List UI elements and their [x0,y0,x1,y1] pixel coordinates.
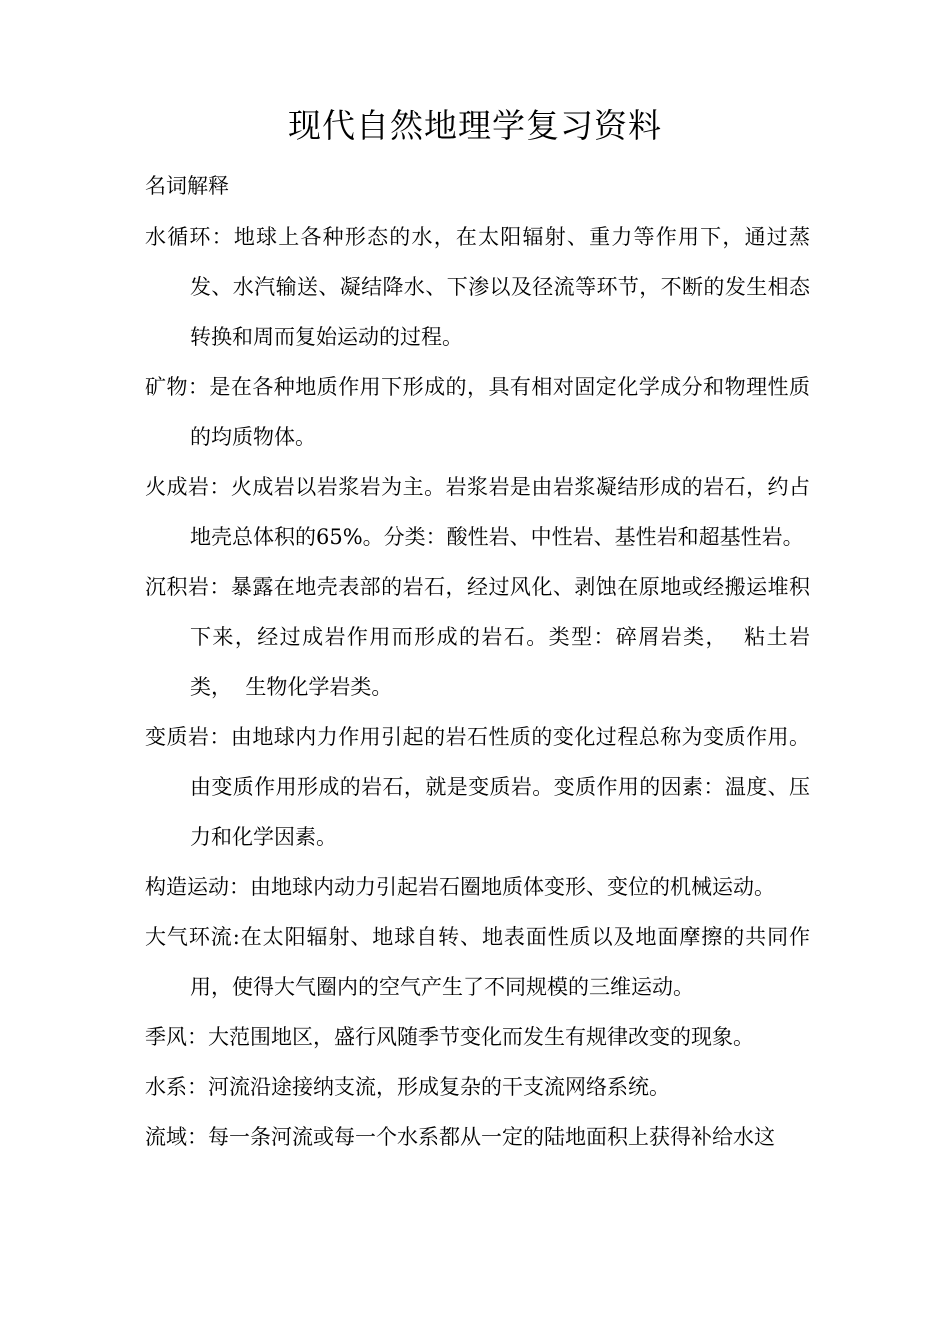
section-heading: 名词解释 [145,174,229,198]
glossary-entry-river-system: 水系：河流沿途接纳支流，形成复杂的干支流网络系统。 [145,1075,670,1099]
glossary-entry-mineral: 矿物：是在各种地质作用下形成的，具有相对固定化学成分和物理性质的均质物体。 [145,375,810,449]
glossary-entry-metamorphic-rock: 变质岩：由地球内力作用引起的岩石性质的变化过程总称为变质作用。由变质作用形成的岩石，就是变质岩。变质作用的因素：温度、压力和化学因素。 [145,725,810,849]
glossary-entry-tectonic-movement: 构造运动：由地球内动力引起岩石圈地质体变形、变位的机械运动。 [145,875,775,899]
glossary-entry-igneous-rock: 火成岩：火成岩以岩浆岩为主。岩浆岩是由岩浆凝结形成的岩石，约占地壳总体积的65%。分类：酸性岩、中性岩、基性岩和超基性岩。 [145,475,810,549]
glossary-entry-sedimentary-rock: 沉积岩：暴露在地壳表部的岩石，经过风化、剥蚀在原地或经搬运堆积下来，经过成岩作用而形成的岩石。类型：碎屑岩类， 粘土岩类， 生物化学岩类。 [145,575,810,699]
document-title: 现代自然地理学复习资料 [288,106,662,145]
glossary-entry-water-cycle: 水循环：地球上各种形态的水，在太阳辐射、重力等作用下，通过蒸发、水汽输送、凝结降水、下渗以及径流等环节，不断的发生相态转换和周而复始运动的过程。 [145,225,810,349]
glossary-entry-atmospheric-circulation: 大气环流:在太阳辐射、地球自转、地表面性质以及地面摩擦的共同作用，使得大气圈内的空气产生了不同规模的三维运动。 [145,925,810,999]
glossary-list [145,212,810,1162]
glossary-entry-drainage-basin: 流域：每一条河流或每一个水系都从一定的陆地面积上获得补给水这 [145,1125,775,1149]
glossary-entry-monsoon: 季风：大范围地区，盛行风随季节变化而发生有规律改变的现象。 [145,1025,754,1049]
